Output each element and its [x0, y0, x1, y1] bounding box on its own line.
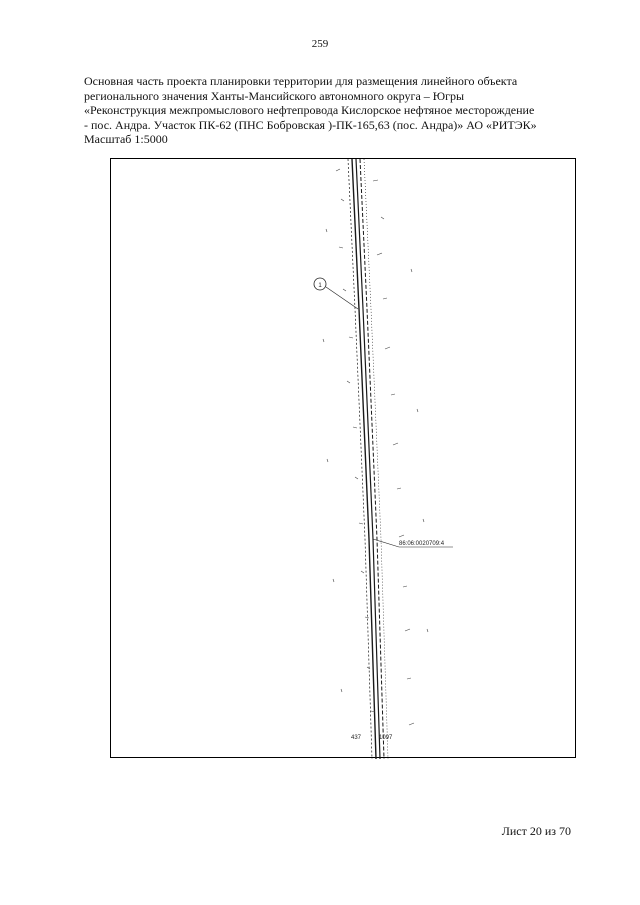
heading-line: Основная часть проекта планировки территории для размещения линейного объекта	[84, 74, 518, 88]
terrain-marks	[323, 169, 428, 725]
heading-line: - пос. Андра. Участок ПК-62 (ПНС Бобровская )-ПК-165,63 (пос. Андра)» АО «РИТЭК»	[84, 117, 537, 132]
pipeline-corridor	[348, 159, 388, 759]
map-drawing	[111, 159, 577, 759]
heading-line: «Реконструкция межпромыслового нефтепровода Кислорское нефтяное месторождение	[84, 103, 535, 118]
heading-line: регионального значения Ханты-Мансийского автономного округа – Югры	[84, 88, 465, 103]
parcel-number-label: 86:06:0020709:4	[399, 541, 445, 547]
sheet-footer: Лист 20 из 70	[501, 824, 571, 838]
map-frame	[110, 158, 576, 758]
parcel-callout	[373, 539, 453, 547]
object-marker-label: 1	[318, 283, 322, 289]
document-heading	[84, 74, 584, 147]
station-label: 437	[351, 735, 362, 741]
page-number: 259	[311, 38, 329, 50]
bottom-labels	[351, 735, 393, 741]
scale-label: Масштаб 1:5000	[84, 132, 168, 147]
station-label: 1097	[379, 735, 393, 741]
object-marker	[314, 278, 358, 309]
